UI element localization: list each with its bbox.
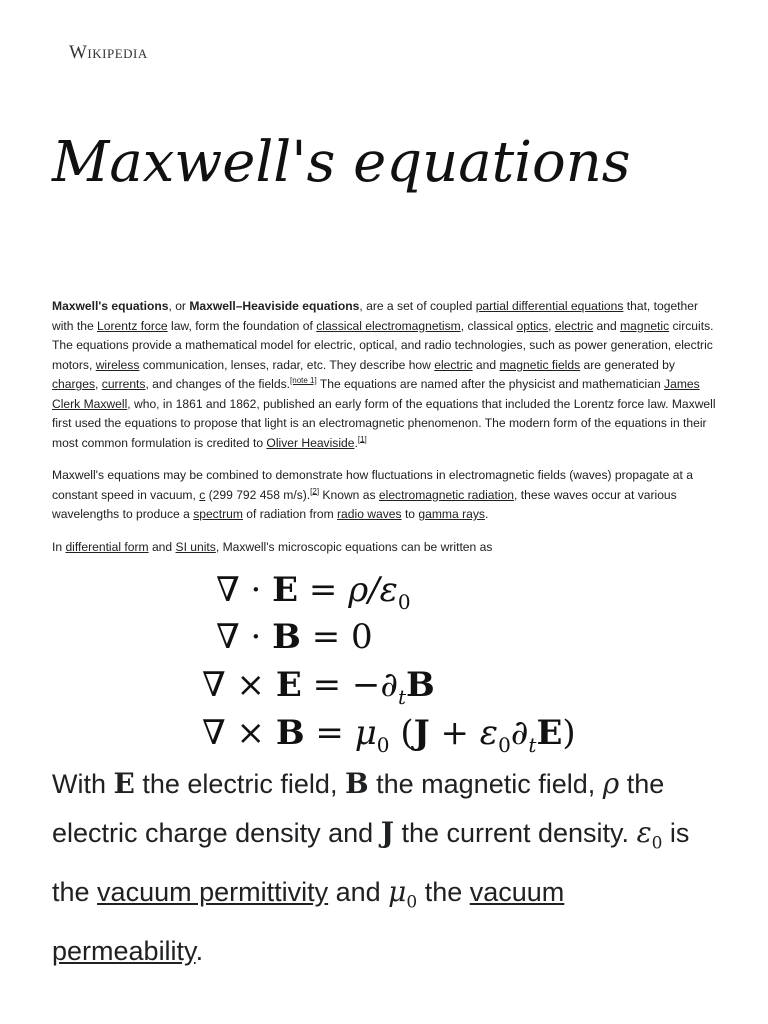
wikipedia-wordmark[interactable]: Wikipedia <box>69 42 148 63</box>
text: . <box>354 435 358 450</box>
footnote-note-1[interactable]: [note 1] <box>290 375 317 385</box>
symbol-b: B <box>344 767 369 800</box>
text: (299 792 458 m/s). <box>205 487 311 502</box>
link-magnetic-fields[interactable]: magnetic fields <box>499 357 581 372</box>
intro-paragraph-3 <box>52 538 718 558</box>
text: is the <box>52 817 690 907</box>
equation-gauss-law: ∇ · $E = \rho/\varepsilon_0$ <box>216 570 411 614</box>
reference-1[interactable]: [1] <box>357 434 367 444</box>
equation-gauss-magnetism: ∇ · B = 0 <box>216 617 373 657</box>
text: to <box>401 507 419 521</box>
text: , or <box>168 299 190 313</box>
text: Maxwell's equations may be combined to demonstrate how fluctuations in electromagnetic fields (waves) propagate at a constant speed in vacuum, <box>52 468 693 502</box>
link-differential-form[interactable]: differential form <box>65 540 149 554</box>
text: the magnetic field, <box>368 769 603 799</box>
text: The equations are named after the physicist and mathematician <box>316 377 665 391</box>
text: circuits. The equations provide a mathematical model for electric, optical, and radio technologies, such as power generation, electric motors, <box>52 318 714 372</box>
link-vacuum-permittivity[interactable]: vacuum permittivity <box>97 876 329 907</box>
symbol-mu-0: $\mu_0$ <box>388 874 418 913</box>
link-classical-electromagnetism[interactable]: classical electromagnetism <box>316 318 461 333</box>
symbol-e: E <box>113 767 135 800</box>
symbol-j: J <box>380 815 394 849</box>
link-radio-waves[interactable]: radio waves <box>337 507 402 521</box>
link-si-units[interactable]: SI units <box>175 540 216 554</box>
text: and <box>593 318 621 333</box>
text: , <box>548 318 555 333</box>
symbol-legend-paragraph <box>52 760 718 975</box>
text: , Maxwell's microscopic equations can be written as <box>215 540 493 554</box>
intro-paragraph-1 <box>52 297 718 453</box>
text: of radiation from <box>242 507 338 521</box>
text: In <box>52 540 66 554</box>
link-vacuum-permeability[interactable]: vacuum permeability <box>52 876 565 966</box>
text: With <box>52 769 114 799</box>
link-gamma-rays[interactable]: gamma rays <box>418 507 485 521</box>
symbol-epsilon-0: $\varepsilon_0$ <box>636 815 663 854</box>
reference-2[interactable]: [2] <box>310 486 320 496</box>
text: , are a set of coupled <box>359 299 476 313</box>
text: , who, in 1861 and 1862, published an early form of the equations that included the Lorentz force law. Maxwell first used the equations to propose that light is an electromagnetic phenomenon. The modern form of the equations in their most common formulation is credited to <box>52 396 716 450</box>
text: Known as <box>319 487 379 502</box>
text: that, together with the <box>52 299 699 333</box>
symbol-rho: ρ <box>602 767 620 800</box>
equation-ampere-maxwell-law: ∇ × $B = \mu_0$ $(J + \varepsilon_0\partial_tE)$ <box>202 713 576 757</box>
text: communication, lenses, radar, etc. They describe how <box>139 357 435 372</box>
text: , <box>95 377 102 391</box>
equation-faraday-law: ∇ × $E = -\partial_tB$ <box>202 665 435 709</box>
link-james-clerk-maxwell[interactable]: James Clerk Maxwell <box>52 377 700 411</box>
text: are generated by <box>580 357 675 372</box>
text: . <box>484 507 489 521</box>
text: the electric field, <box>134 769 345 799</box>
link-electric-2[interactable]: electric <box>434 357 473 372</box>
link-lorentz-force[interactable]: Lorentz force <box>97 318 168 333</box>
link-spectrum[interactable]: spectrum <box>193 507 243 521</box>
text: the <box>417 876 470 907</box>
link-partial-differential-equations[interactable]: partial differential equations <box>475 299 624 313</box>
text: and <box>472 357 500 372</box>
link-electric[interactable]: electric <box>554 318 594 333</box>
link-wireless[interactable]: wireless <box>95 357 140 372</box>
text: law, form the foundation of <box>167 318 317 333</box>
page-title: Maxwell's equations <box>52 130 631 195</box>
link-electromagnetic-radiation[interactable]: electromagnetic radiation <box>378 487 515 502</box>
link-charges[interactable]: charges <box>52 377 96 391</box>
text: the current density. <box>393 817 637 848</box>
link-magnetic[interactable]: magnetic <box>620 318 670 333</box>
text: and <box>328 876 389 907</box>
text: , these waves occur at various wavelengths to produce a <box>52 487 677 521</box>
text: , classical <box>460 318 517 333</box>
text: . <box>195 935 204 966</box>
link-optics[interactable]: optics <box>516 318 549 333</box>
text: the electric charge density and <box>52 769 665 848</box>
text: and <box>148 540 176 554</box>
intro-paragraph-2 <box>52 466 718 525</box>
link-currents[interactable]: currents <box>101 377 146 391</box>
link-speed-of-light[interactable]: c <box>199 487 206 502</box>
link-oliver-heaviside[interactable]: Oliver Heaviside <box>266 435 355 450</box>
bold-term: Maxwell's equations <box>52 299 169 313</box>
bold-term: Maxwell–Heaviside equations <box>189 299 360 313</box>
text: , and changes of the fields. <box>145 377 291 391</box>
